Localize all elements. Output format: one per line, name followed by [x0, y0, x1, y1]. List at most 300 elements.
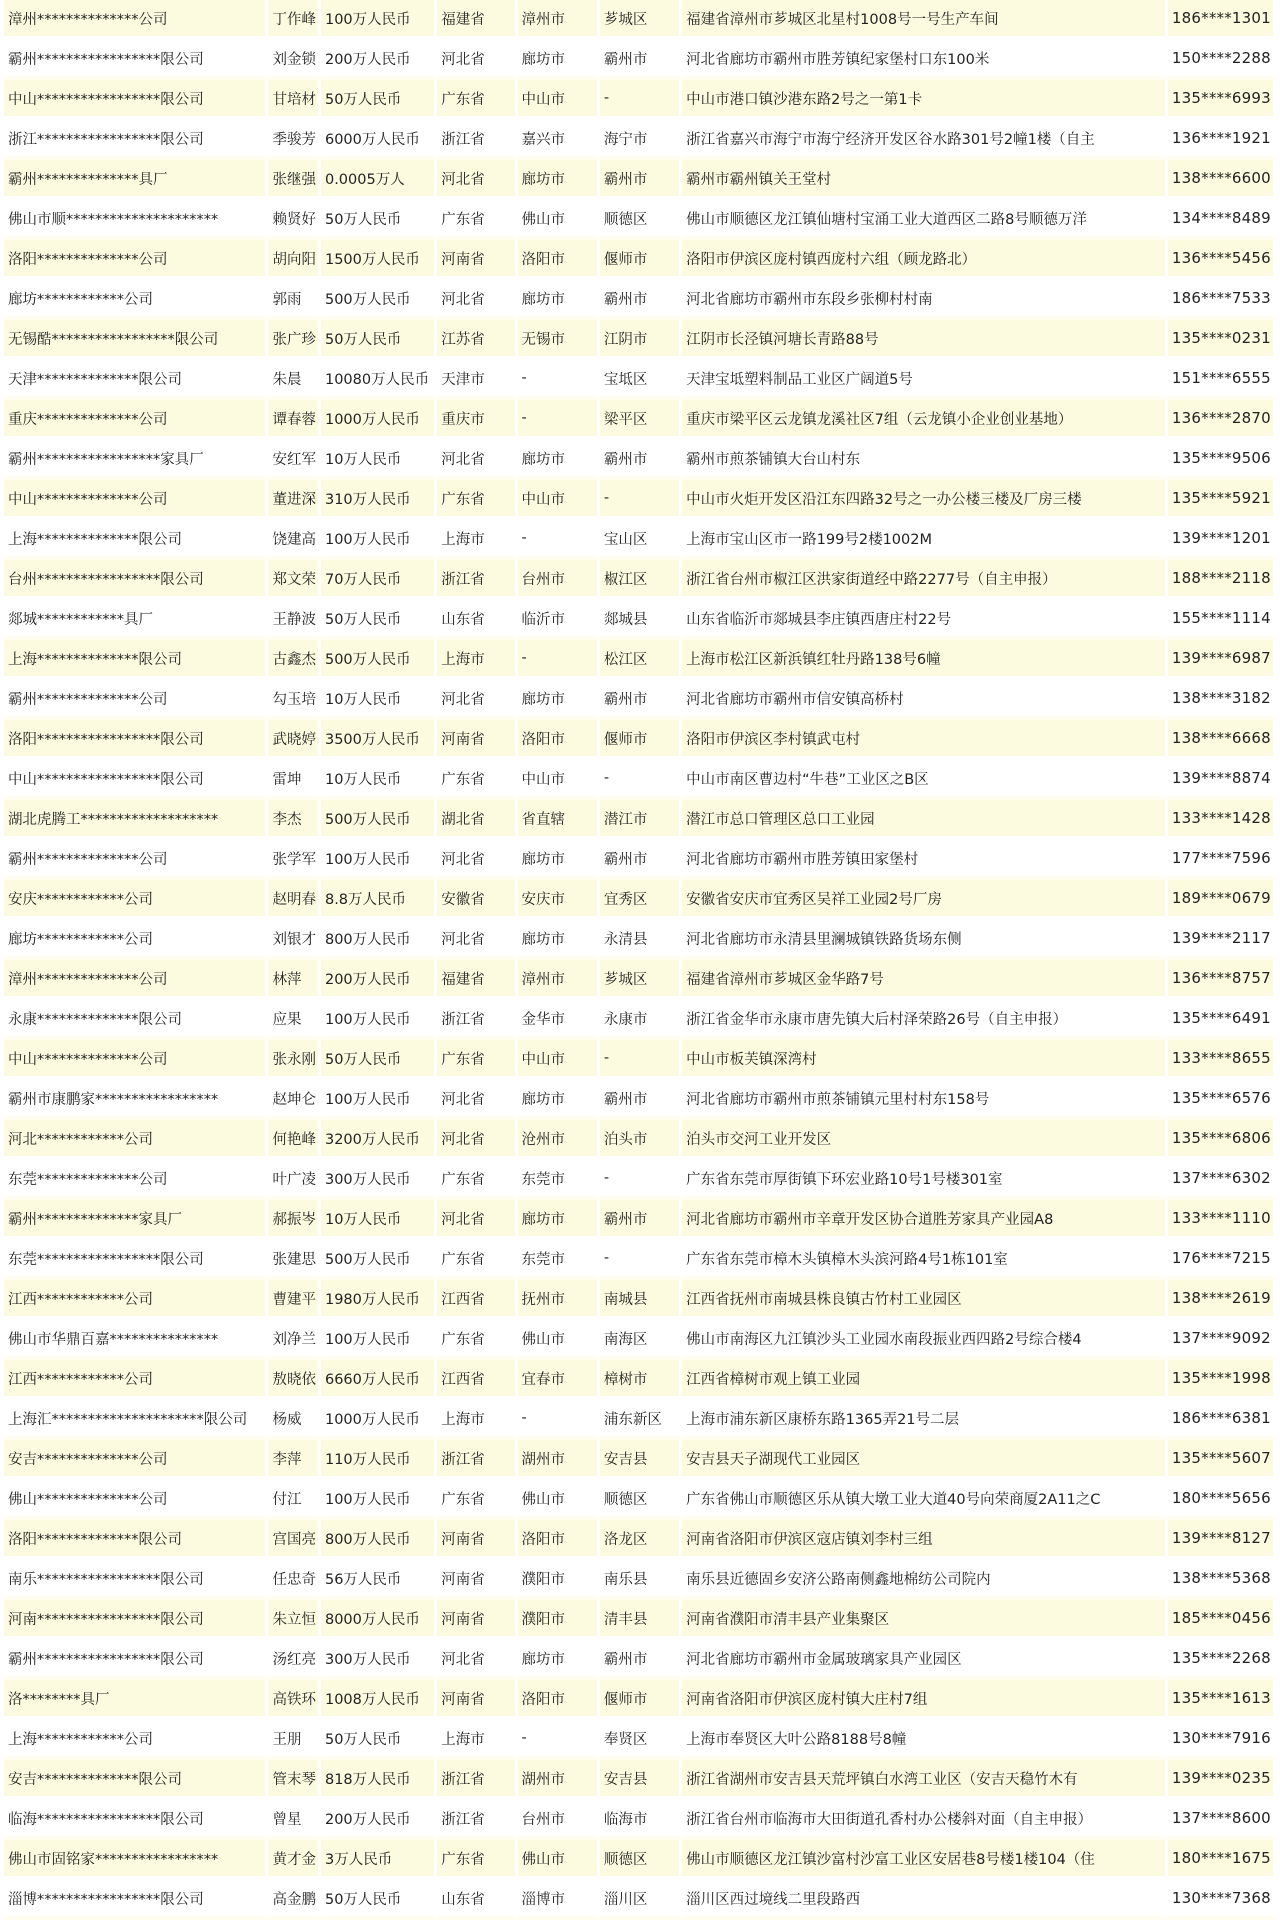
person-cell: 杨威: [268, 1400, 320, 1440]
table-row: [4, 0, 1276, 40]
table-row: [4, 40, 1276, 80]
table-row: [4, 80, 1276, 120]
province-cell: 河北省: [437, 1640, 517, 1680]
address-cell: 重庆市梁平区云龙镇龙溪社区7组（云龙镇小企业创业基地）: [682, 400, 1168, 440]
phone-cell: 135****2268: [1168, 1640, 1276, 1680]
company-cell: 淄博*****************限公司: [4, 1880, 268, 1920]
company-cell: 霸州**************公司: [4, 680, 268, 720]
table-row: [4, 1080, 1276, 1120]
table-row: [4, 640, 1276, 680]
phone-cell: 135****1613: [1168, 1680, 1276, 1720]
company-cell: 浙江*****************限公司: [4, 120, 268, 160]
table-row: [4, 720, 1276, 760]
province-cell: 河北省: [437, 1200, 517, 1240]
table-row: [4, 1440, 1276, 1480]
address-cell: 霸州市煎茶铺镇大台山村东: [682, 440, 1168, 480]
address-cell: 浙江省台州市椒江区洪家街道经中路2277号（自主申报）: [682, 560, 1168, 600]
company-cell: 河北************公司: [4, 1120, 268, 1160]
address-cell: 河北省廊坊市霸州市胜芳镇纪家堡村口东100米: [682, 40, 1168, 80]
company-cell: 河南*****************限公司: [4, 1600, 268, 1640]
city-cell: 濮阳市: [518, 1560, 600, 1600]
district-cell: -: [600, 480, 682, 520]
province-cell: 河北省: [437, 1120, 517, 1160]
table-row: [4, 1880, 1276, 1920]
province-cell: 福建省: [437, 960, 517, 1000]
company-cell: 洛阳*****************限公司: [4, 720, 268, 760]
company-cell: 安吉**************公司: [4, 1440, 268, 1480]
capital-cell: 10万人民币: [321, 680, 437, 720]
district-cell: 霸州市: [600, 40, 682, 80]
company-cell: 洛阳**************公司: [4, 240, 268, 280]
district-cell: 永清县: [600, 920, 682, 960]
capital-cell: 50万人民币: [321, 320, 437, 360]
district-cell: -: [600, 1240, 682, 1280]
city-cell: 佛山市: [518, 1480, 600, 1520]
phone-cell: 176****7215: [1168, 1240, 1276, 1280]
person-cell: 叶广凌: [268, 1160, 320, 1200]
phone-cell: 139****6987: [1168, 640, 1276, 680]
person-cell: 张建思: [268, 1240, 320, 1280]
person-cell: 张继强: [268, 160, 320, 200]
phone-cell: 136****5456: [1168, 240, 1276, 280]
city-cell: 廊坊市: [518, 1640, 600, 1680]
table-row: [4, 1120, 1276, 1160]
capital-cell: 0.0005万人: [321, 160, 437, 200]
province-cell: 江苏省: [437, 320, 517, 360]
company-cell: 中山*****************限公司: [4, 760, 268, 800]
person-cell: 林萍: [268, 960, 320, 1000]
company-cell: 台州*****************限公司: [4, 560, 268, 600]
address-cell: 天津宝坻塑料制品工业区广阔道5号: [682, 360, 1168, 400]
district-cell: 偃师市: [600, 720, 682, 760]
city-cell: 宜春市: [518, 1360, 600, 1400]
address-cell: 洛阳市伊滨区庞村镇西庞村六组（顾龙路北）: [682, 240, 1168, 280]
phone-cell: 186****7533: [1168, 280, 1276, 320]
district-cell: 宝坻区: [600, 360, 682, 400]
table-row: [4, 360, 1276, 400]
city-cell: 濮阳市: [518, 1600, 600, 1640]
address-cell: 淄川区西过境线二里段路西: [682, 1880, 1168, 1920]
company-cell: 洛********具厂: [4, 1680, 268, 1720]
person-cell: 雷坤: [268, 760, 320, 800]
city-cell: 淄博市: [518, 1880, 600, 1920]
address-cell: 中山市火炬开发区沿江东四路32号之一办公楼三楼及厂房三楼: [682, 480, 1168, 520]
phone-cell: 137****6302: [1168, 1160, 1276, 1200]
company-cell: 佛山市顺*********************: [4, 200, 268, 240]
province-cell: 河北省: [437, 440, 517, 480]
address-cell: 广东省东莞市厚街镇下环宏业路10号1号楼301室: [682, 1160, 1168, 1200]
phone-cell: 139****0235: [1168, 1760, 1276, 1800]
phone-cell: 138****3182: [1168, 680, 1276, 720]
capital-cell: 500万人民币: [321, 640, 437, 680]
city-cell: 省直辖: [518, 800, 600, 840]
province-cell: 河北省: [437, 40, 517, 80]
phone-cell: 138****6600: [1168, 160, 1276, 200]
province-cell: 河北省: [437, 840, 517, 880]
district-cell: 霸州市: [600, 160, 682, 200]
capital-cell: 1500万人民币: [321, 240, 437, 280]
address-cell: 佛山市南海区九江镇沙头工业园水南段振业西四路2号综合楼4: [682, 1320, 1168, 1360]
company-cell: 霸州*****************限公司: [4, 40, 268, 80]
capital-cell: 1000万人民币: [321, 400, 437, 440]
address-cell: 河北省廊坊市霸州市信安镇高桥村: [682, 680, 1168, 720]
city-cell: 抚州市: [518, 1280, 600, 1320]
company-cell: 霸州**************具厂: [4, 160, 268, 200]
address-cell: 河北省廊坊市霸州市东段乡张柳村村南: [682, 280, 1168, 320]
district-cell: 潜江市: [600, 800, 682, 840]
city-cell: 廊坊市: [518, 440, 600, 480]
capital-cell: 300万人民币: [321, 1640, 437, 1680]
phone-cell: 135****5921: [1168, 480, 1276, 520]
province-cell: 河南省: [437, 1520, 517, 1560]
district-cell: 霸州市: [600, 440, 682, 480]
table-row: [4, 320, 1276, 360]
district-cell: 霸州市: [600, 280, 682, 320]
phone-cell: 155****1114: [1168, 600, 1276, 640]
address-cell: 上海市松江区新浜镇红牡丹路138号6幢: [682, 640, 1168, 680]
city-cell: 廊坊市: [518, 920, 600, 960]
province-cell: 河南省: [437, 1600, 517, 1640]
city-cell: 漳州市: [518, 960, 600, 1000]
province-cell: 广东省: [437, 1040, 517, 1080]
company-cell: 南乐*****************限公司: [4, 1560, 268, 1600]
company-cell: 湖北虎腾工*******************: [4, 800, 268, 840]
city-cell: 台州市: [518, 560, 600, 600]
capital-cell: 50万人民币: [321, 600, 437, 640]
province-cell: 浙江省: [437, 1440, 517, 1480]
district-cell: 顺德区: [600, 1840, 682, 1880]
district-cell: 椒江区: [600, 560, 682, 600]
address-cell: 霸州市霸州镇关王堂村: [682, 160, 1168, 200]
phone-cell: 135****6576: [1168, 1080, 1276, 1120]
city-cell: 漳州市: [518, 0, 600, 40]
capital-cell: 100万人民币: [321, 1320, 437, 1360]
capital-cell: 56万人民币: [321, 1560, 437, 1600]
person-cell: 敖晓依: [268, 1360, 320, 1400]
phone-cell: 180****5656: [1168, 1480, 1276, 1520]
company-cell: 漳州**************公司: [4, 0, 268, 40]
city-cell: 湖州市: [518, 1440, 600, 1480]
district-cell: 南城县: [600, 1280, 682, 1320]
company-cell: 廊坊************公司: [4, 920, 268, 960]
district-cell: -: [600, 80, 682, 120]
company-cell: 佛山市固铭家*****************: [4, 1840, 268, 1880]
table-row: [4, 1240, 1276, 1280]
person-cell: 高铁环: [268, 1680, 320, 1720]
address-cell: 河南省濮阳市清丰县产业集聚区: [682, 1600, 1168, 1640]
table-row: [4, 1040, 1276, 1080]
province-cell: 广东省: [437, 200, 517, 240]
address-cell: 江西省抚州市南城县株良镇古竹村工业园区: [682, 1280, 1168, 1320]
company-cell: 漳州**************公司: [4, 960, 268, 1000]
person-cell: 郭雨: [268, 280, 320, 320]
table-row: [4, 480, 1276, 520]
person-cell: 宫国亮: [268, 1520, 320, 1560]
district-cell: 安吉县: [600, 1440, 682, 1480]
city-cell: -: [518, 360, 600, 400]
city-cell: 东莞市: [518, 1160, 600, 1200]
city-cell: 湖州市: [518, 1760, 600, 1800]
district-cell: 顺德区: [600, 1480, 682, 1520]
company-cell: 霸州**************家具厂: [4, 1200, 268, 1240]
district-cell: 奉贤区: [600, 1720, 682, 1760]
phone-cell: 188****2118: [1168, 560, 1276, 600]
capital-cell: 100万人民币: [321, 1480, 437, 1520]
capital-cell: 3200万人民币: [321, 1120, 437, 1160]
city-cell: 廊坊市: [518, 1200, 600, 1240]
city-cell: 安庆市: [518, 880, 600, 920]
address-cell: 潜江市总口管理区总口工业园: [682, 800, 1168, 840]
company-cell: 霸州**************公司: [4, 840, 268, 880]
table-row: [4, 520, 1276, 560]
capital-cell: 500万人民币: [321, 800, 437, 840]
phone-cell: 150****2288: [1168, 40, 1276, 80]
city-cell: 洛阳市: [518, 1680, 600, 1720]
table-row: [4, 1480, 1276, 1520]
company-cell: 霸州市康鹏家*****************: [4, 1080, 268, 1120]
address-cell: 河北省廊坊市霸州市煎茶铺镇元里村村东158号: [682, 1080, 1168, 1120]
phone-cell: 135****0231: [1168, 320, 1276, 360]
district-cell: 芗城区: [600, 0, 682, 40]
district-cell: 海宁市: [600, 120, 682, 160]
person-cell: 勾玉培: [268, 680, 320, 720]
city-cell: 佛山市: [518, 1840, 600, 1880]
address-cell: 浙江省湖州市安吉县天荒坪镇白水湾工业区（安吉天稳竹木有: [682, 1760, 1168, 1800]
person-cell: 丁作峰: [268, 0, 320, 40]
province-cell: 江西省: [437, 1360, 517, 1400]
company-cell: 临海*****************限公司: [4, 1800, 268, 1840]
person-cell: 汤红亮: [268, 1640, 320, 1680]
capital-cell: 50万人民币: [321, 80, 437, 120]
capital-cell: 100万人民币: [321, 0, 437, 40]
table-row: [4, 1760, 1276, 1800]
capital-cell: 1980万人民币: [321, 1280, 437, 1320]
phone-cell: 130****7368: [1168, 1880, 1276, 1920]
city-cell: -: [518, 640, 600, 680]
table-row: [4, 1000, 1276, 1040]
phone-cell: 135****5607: [1168, 1440, 1276, 1480]
address-cell: 河北省廊坊市霸州市胜芳镇田家堡村: [682, 840, 1168, 880]
address-cell: 江阴市长泾镇河塘长青路88号: [682, 320, 1168, 360]
province-cell: 广东省: [437, 1240, 517, 1280]
district-cell: 宝山区: [600, 520, 682, 560]
phone-cell: 130****7916: [1168, 1720, 1276, 1760]
address-cell: 福建省漳州市芗城区金华路7号: [682, 960, 1168, 1000]
table-row: [4, 680, 1276, 720]
person-cell: 郑文荣: [268, 560, 320, 600]
table-row: [4, 120, 1276, 160]
person-cell: 任忠奇: [268, 1560, 320, 1600]
district-cell: 霸州市: [600, 1200, 682, 1240]
city-cell: 金华市: [518, 1000, 600, 1040]
table-row: [4, 1520, 1276, 1560]
person-cell: 谭春蓉: [268, 400, 320, 440]
person-cell: 应果: [268, 1000, 320, 1040]
company-cell: 中山*****************限公司: [4, 80, 268, 120]
person-cell: 张广珍: [268, 320, 320, 360]
table-row: [4, 240, 1276, 280]
address-cell: 中山市港口镇沙港东路2号之一第1卡: [682, 80, 1168, 120]
phone-cell: 135****1998: [1168, 1360, 1276, 1400]
province-cell: 浙江省: [437, 1760, 517, 1800]
province-cell: 浙江省: [437, 1800, 517, 1840]
phone-cell: 136****1921: [1168, 120, 1276, 160]
company-cell: 中山**************公司: [4, 480, 268, 520]
company-cell: 上海************公司: [4, 1720, 268, 1760]
table-row: [4, 160, 1276, 200]
district-cell: 樟树市: [600, 1360, 682, 1400]
company-cell: 安庆************公司: [4, 880, 268, 920]
district-cell: 南乐县: [600, 1560, 682, 1600]
table-row: [4, 1360, 1276, 1400]
person-cell: 赖贤好: [268, 200, 320, 240]
city-cell: 廊坊市: [518, 1080, 600, 1120]
phone-cell: 177****7596: [1168, 840, 1276, 880]
province-cell: 广东省: [437, 1320, 517, 1360]
capital-cell: 110万人民币: [321, 1440, 437, 1480]
phone-cell: 180****1675: [1168, 1840, 1276, 1880]
province-cell: 河北省: [437, 280, 517, 320]
phone-cell: 136****8757: [1168, 960, 1276, 1000]
city-cell: 廊坊市: [518, 680, 600, 720]
province-cell: 山东省: [437, 600, 517, 640]
person-cell: 王朋: [268, 1720, 320, 1760]
company-cell: 上海**************限公司: [4, 520, 268, 560]
address-cell: 广东省佛山市顺德区乐从镇大墩工业大道40号向荣商厦2A11之C: [682, 1480, 1168, 1520]
person-cell: 李萍: [268, 1440, 320, 1480]
province-cell: 天津市: [437, 360, 517, 400]
phone-cell: 138****5368: [1168, 1560, 1276, 1600]
address-cell: 河南省洛阳市伊滨区庞村镇大庄村7组: [682, 1680, 1168, 1720]
province-cell: 广东省: [437, 760, 517, 800]
capital-cell: 6000万人民币: [321, 120, 437, 160]
table-row: [4, 960, 1276, 1000]
district-cell: 安吉县: [600, 1760, 682, 1800]
table-row: [4, 1840, 1276, 1880]
province-cell: 重庆市: [437, 400, 517, 440]
district-cell: 洛龙区: [600, 1520, 682, 1560]
person-cell: 曾星: [268, 1800, 320, 1840]
company-cell: 郯城************具厂: [4, 600, 268, 640]
phone-cell: 133****1428: [1168, 800, 1276, 840]
city-cell: 中山市: [518, 760, 600, 800]
person-cell: 刘净兰: [268, 1320, 320, 1360]
province-cell: 上海市: [437, 520, 517, 560]
capital-cell: 10080万人民币: [321, 360, 437, 400]
district-cell: 南海区: [600, 1320, 682, 1360]
capital-cell: 100万人民币: [321, 520, 437, 560]
address-cell: 上海市奉贤区大叶公路8188号8幢: [682, 1720, 1168, 1760]
district-cell: 郯城县: [600, 600, 682, 640]
phone-cell: 137****8600: [1168, 1800, 1276, 1840]
capital-cell: 1000万人民币: [321, 1400, 437, 1440]
phone-cell: 137****9092: [1168, 1320, 1276, 1360]
province-cell: 河北省: [437, 160, 517, 200]
table-row: [4, 200, 1276, 240]
capital-cell: 800万人民币: [321, 920, 437, 960]
company-cell: 中山**************公司: [4, 1040, 268, 1080]
address-cell: 河北省廊坊市永清县里澜城镇铁路货场东侧: [682, 920, 1168, 960]
district-cell: -: [600, 1160, 682, 1200]
province-cell: 浙江省: [437, 120, 517, 160]
capital-cell: 50万人民币: [321, 1040, 437, 1080]
province-cell: 河南省: [437, 720, 517, 760]
person-cell: 武晓婷: [268, 720, 320, 760]
phone-cell: 135****6491: [1168, 1000, 1276, 1040]
address-cell: 河北省廊坊市霸州市辛章开发区协合道胜芳家具产业园A8: [682, 1200, 1168, 1240]
capital-cell: 8000万人民币: [321, 1600, 437, 1640]
person-cell: 李杰: [268, 800, 320, 840]
table-row: [4, 760, 1276, 800]
district-cell: 霸州市: [600, 840, 682, 880]
phone-cell: 135****6806: [1168, 1120, 1276, 1160]
company-cell: 永康**************限公司: [4, 1000, 268, 1040]
company-cell: 廊坊************公司: [4, 280, 268, 320]
capital-cell: 500万人民币: [321, 1240, 437, 1280]
city-cell: 嘉兴市: [518, 120, 600, 160]
capital-cell: 200万人民币: [321, 40, 437, 80]
address-cell: 河北省廊坊市霸州市金属玻璃家具产业园区: [682, 1640, 1168, 1680]
address-cell: 中山市南区曹边村“牛巷”工业区之B区: [682, 760, 1168, 800]
province-cell: 河北省: [437, 1080, 517, 1120]
district-cell: -: [600, 760, 682, 800]
company-cell: 东莞**************公司: [4, 1160, 268, 1200]
city-cell: 廊坊市: [518, 160, 600, 200]
table-row: [4, 880, 1276, 920]
district-cell: 梁平区: [600, 400, 682, 440]
table-body: [4, 0, 1276, 1920]
province-cell: 江西省: [437, 1280, 517, 1320]
address-cell: 佛山市顺德区龙江镇沙富村沙富工业区安居巷8号楼1楼104（住: [682, 1840, 1168, 1880]
address-cell: 山东省临沂市郯城县李庄镇西唐庄村22号: [682, 600, 1168, 640]
address-cell: 佛山市顺德区龙江镇仙塘村宝涌工业大道西区二路8号顺德万洋: [682, 200, 1168, 240]
person-cell: 王静波: [268, 600, 320, 640]
province-cell: 上海市: [437, 1720, 517, 1760]
district-cell: 顺德区: [600, 200, 682, 240]
person-cell: 胡向阳: [268, 240, 320, 280]
phone-cell: 135****9506: [1168, 440, 1276, 480]
phone-cell: 138****6668: [1168, 720, 1276, 760]
phone-cell: 133****8655: [1168, 1040, 1276, 1080]
capital-cell: 8.8万人民币: [321, 880, 437, 920]
phone-cell: 139****8874: [1168, 760, 1276, 800]
city-cell: -: [518, 520, 600, 560]
phone-cell: 139****8127: [1168, 1520, 1276, 1560]
capital-cell: 3500万人民币: [321, 720, 437, 760]
person-cell: 朱晨: [268, 360, 320, 400]
province-cell: 浙江省: [437, 1000, 517, 1040]
province-cell: 广东省: [437, 1160, 517, 1200]
district-cell: -: [600, 1040, 682, 1080]
phone-cell: 136****2870: [1168, 400, 1276, 440]
district-cell: 宜秀区: [600, 880, 682, 920]
company-cell: 江西************公司: [4, 1360, 268, 1400]
province-cell: 河南省: [437, 240, 517, 280]
company-cell: 江西************公司: [4, 1280, 268, 1320]
capital-cell: 1008万人民币: [321, 1680, 437, 1720]
capital-cell: 310万人民币: [321, 480, 437, 520]
phone-cell: 185****0456: [1168, 1600, 1276, 1640]
city-cell: 廊坊市: [518, 40, 600, 80]
address-cell: 福建省漳州市芗城区北星村1008号一号生产车间: [682, 0, 1168, 40]
city-cell: 洛阳市: [518, 240, 600, 280]
capital-cell: 50万人民币: [321, 1880, 437, 1920]
province-cell: 广东省: [437, 480, 517, 520]
phone-cell: 186****6381: [1168, 1400, 1276, 1440]
capital-cell: 300万人民币: [321, 1160, 437, 1200]
company-cell: 安吉**************限公司: [4, 1760, 268, 1800]
capital-cell: 500万人民币: [321, 280, 437, 320]
